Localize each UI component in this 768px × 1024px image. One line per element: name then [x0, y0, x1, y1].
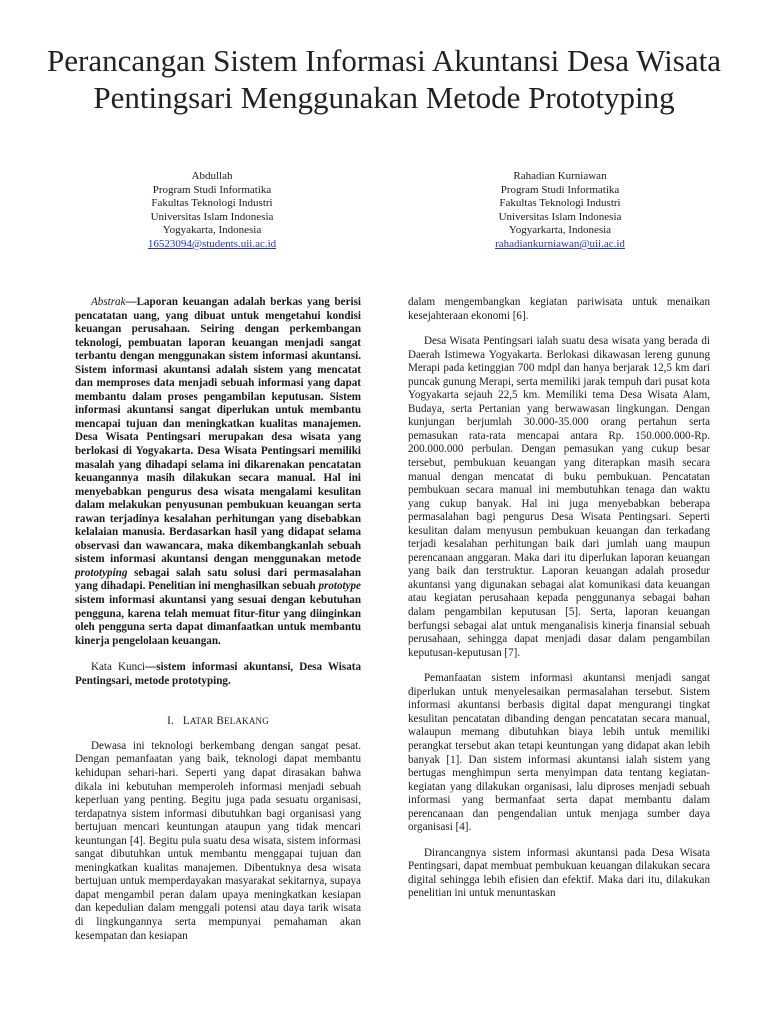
author-block-2 [460, 170, 660, 252]
right-column [408, 296, 710, 901]
paper-title: Perancangan Sistem Informasi Akuntansi Desa Wisata Pentingsari Menggunakan Metode Prototyping [47, 43, 721, 115]
section-title-initial-1: L [182, 715, 190, 728]
author-faculty: Fakultas Teknologi Industri [151, 197, 273, 210]
abstract-text-3: sistem informasi akuntansi yang sesuai dengan kebutuhan pengguna, karena telah memuat fitur-fitur yang diinginkan oleh pengguna serta dapat dimanfaatkan untuk membantu kinerja pengelolaan keuangan. [75, 594, 361, 647]
author-email-link[interactable]: rahadiankurniawan@uii.ac.id [495, 237, 625, 250]
author-name: Rahadian Kurniawan [513, 170, 607, 182]
keywords-text: —sistem informasi akuntansi, Desa Wisata Pentingsari, metode prototyping. [75, 661, 361, 687]
section-title-initial-2: B [216, 715, 225, 728]
section-title-rest-1: ATAR [189, 716, 214, 727]
author-dept: Program Studi Informatika [152, 183, 272, 196]
abstract-term-prototyping: prototyping [75, 566, 128, 579]
author-block-1 [112, 170, 312, 252]
section-heading [75, 715, 361, 729]
body-paragraph: Pemanfaatan sistem informasi akuntansi menjadi sangat diperlukan untuk menyelesaikan permasalahan tersebut. Sistem informasi akuntansi berbasis digital dapat mengurangi tingkat kesulitan pencatatan dibanding dengan pencatatan secara manual, walaupun memang dibutuhkan biaya lebih untuk memiliki perangkat tersebut akan tetapi keuntungan yang didapat akan lebih banyak [1]. Dan sistem informasi akuntansi ialah sistem yang bertugas menghimpun serta menyimpan data tentang kegiatan-kegiatan yang dilakukan organisasi, lalu diproses menjadi sebuah informasi yang bermanfaat serta dapat membantu dalam perencanaan dan pengendalian untuk menjaga sumber daya organisasi [4]. [408, 672, 710, 834]
abstract-text-2: sebagai salah satu solusi dari permasalahan yang dihadapi. Penelitian ini menghasilkan sebuah [75, 566, 361, 593]
abstract-term-prototype: prototype [318, 580, 361, 593]
author-dept: Program Studi Informatika [500, 183, 620, 196]
abstract-dash: — [125, 296, 137, 308]
abstract-text-1: Laporan keuangan adalah berkas yang berisi pencatatan uang, yang dibuat untuk mengetahui kondisi keuangan perusahaan. Seiring dengan perkembangan teknologi, pembuatan laporan keuangan menjadi sangat terbantu dengan menggunakan sistem informasi akuntansi. Sistem informasi akuntansi adalah sistem yang mencatat dan memproses data menjadi sebuah informasi yang dapat membantu dalam proses pengambilan keputusan. Sistem informasi akuntansi sangat diperlukan untuk membantu mencapai tujuan dan meningkatkan kualitas manajemen. Desa Wisata Pentingsari merupakan desa wisata yang berlokasi di Yogyakarta. Desa Wisata Pentingsari memiliki masalah yang dihadapi selama ini dikarenakan pencatatan keuangannya masih dilakukan secara manual. Hal ini menyebabkan pengurus desa wisata mengalami kesulitan dalam melakukan penyusunan pembukuan keuangan serta rawan terjadinya kesalahan perhitungan yang disebabkan kelalaian manusia. Berdasarkan hasil yang didapat selama observasi dan wawancara, maka dikembangkanlah sebuah sistem informasi akuntansi dengan menggunakan metode [75, 296, 361, 566]
body-paragraph: Desa Wisata Pentingsari ialah suatu desa wisata yang berada di Daerah Istimewa Yogyakarta. Berlokasi dikawasan lereng gunung Merapi pada ketinggian 700 mdpl dan hanya berjarak 12,5 km dari puncak gunung Merapi, serta memiliki jarak tempuh dari pusat kota Yogyakarta sejauh 22,5 km. Memiliki tema Desa Wisata Alam, Budaya, serta Pertanian yang berwawasan lingkungan. Dengan kunjungan berjumlah 30.000-35.000 orang pertahun serta pemasukan rata-rata mencapai antara Rp. 150.000.000-Rp. 200.000.000 perbulan. Dengan pemasukan yang cukup besar tersebut, pembukuan keuangan yang diterapkan masih secara manual dengan mencatat di buku pembukuan. Pencatatan pembukuan secara manual ini membutuhkan tenaga dan waktu yang cukup banyak. Hal ini juga menyebabkan beberapa permasalahan bagi pengurus Desa Wisata Pentingsari. Seperti kesulitan dalam menyusun pembukuan keuangan dan terkadang terjadi kesalahan perhitungan baik dari jumlah uang maupun perencanaan anggaran. Maka dari itu diperlukan laporan keuangan yang baik dan terstruktur. Laporan keuangan adalah prosedur akuntansi yang digunakan sebagai alat komunikasi data keuangan atau kegiatan perusahaan kepada penggunanya sebagai bahan dalam pengambilan keputusan [5]. Serta, laporan keuangan berfungsi sebagai alat untuk menganalisis kinerja finansial sebuah perusahaan, sehingga dapat menjadi dasar dalam pengambilan keputusan-keputusan [7]. [408, 335, 710, 659]
section-title-rest-2: ELAKANG [224, 716, 269, 727]
abstract-label: Abstrak [91, 296, 126, 308]
body-paragraph: Dewasa ini teknologi berkembang dengan sangat pesat. Dengan pemanfaatan yang baik, teknologi dapat membantu kehidupan sehari-hari. Seperti yang dapat dirasakan bahwa dikala ini kebutuhan memperoleh informasi menjadi sebuah keperluan yang penting. Begitu juga pada sesuatu organisasi, terdapatnya sistem informasi dibutuhkan bagi organisasi yang bertujuan mencari keuntungan ataupun yang tidak mencari keuntungan [4]. Begitu pula suatu desa wisata, sistem informasi sangat dibutuhkan untuk membantu menggapai tujuan dan meningkatkan kualitas manajemen. Dibentuknya desa wisata bertujuan untuk memperdayakan masyarakat sekitarnya, supaya dapat mengambil peran dalam upaya meningkatkan kesiapan dan kepedulian dalam menggali potensi atau daya tarik wisata di lingkungannya serta mempunyai pemahaman akan kesempatan dan kesiapan [75, 739, 361, 942]
left-column [75, 296, 361, 943]
body-paragraph-continued: dalam mengembangkan kegiatan pariwisata untuk menaikan kesejahteraan ekonomi [6]. [408, 296, 710, 322]
author-university: Universitas Islam Indonesia [150, 210, 274, 223]
author-faculty: Fakultas Teknologi Industri [499, 197, 621, 210]
abstract-paragraph [75, 296, 361, 648]
keywords-label: Kata Kunci [91, 661, 146, 674]
section-number: I. [167, 715, 174, 728]
author-city: Yogyakarta, Indonesia [162, 224, 262, 237]
author-name: Abdullah [191, 170, 233, 182]
author-email-link[interactable]: 16523094@students.uii.ac.id [147, 237, 277, 250]
keywords-paragraph [75, 661, 361, 688]
body-paragraph: Dirancangnya sistem informasi akuntansi pada Desa Wisata Pentingsari, dapat membuat pembukuan keuangan dilakukan secara digital sehingga lebih efisien dan efektif. Maka dari itu, dilakukan penelitian ini untuk menuntaskan [408, 846, 710, 900]
author-university: Universitas Islam Indonesia [498, 210, 622, 223]
author-city: Yogyarkarta, Indonesia [508, 224, 612, 237]
